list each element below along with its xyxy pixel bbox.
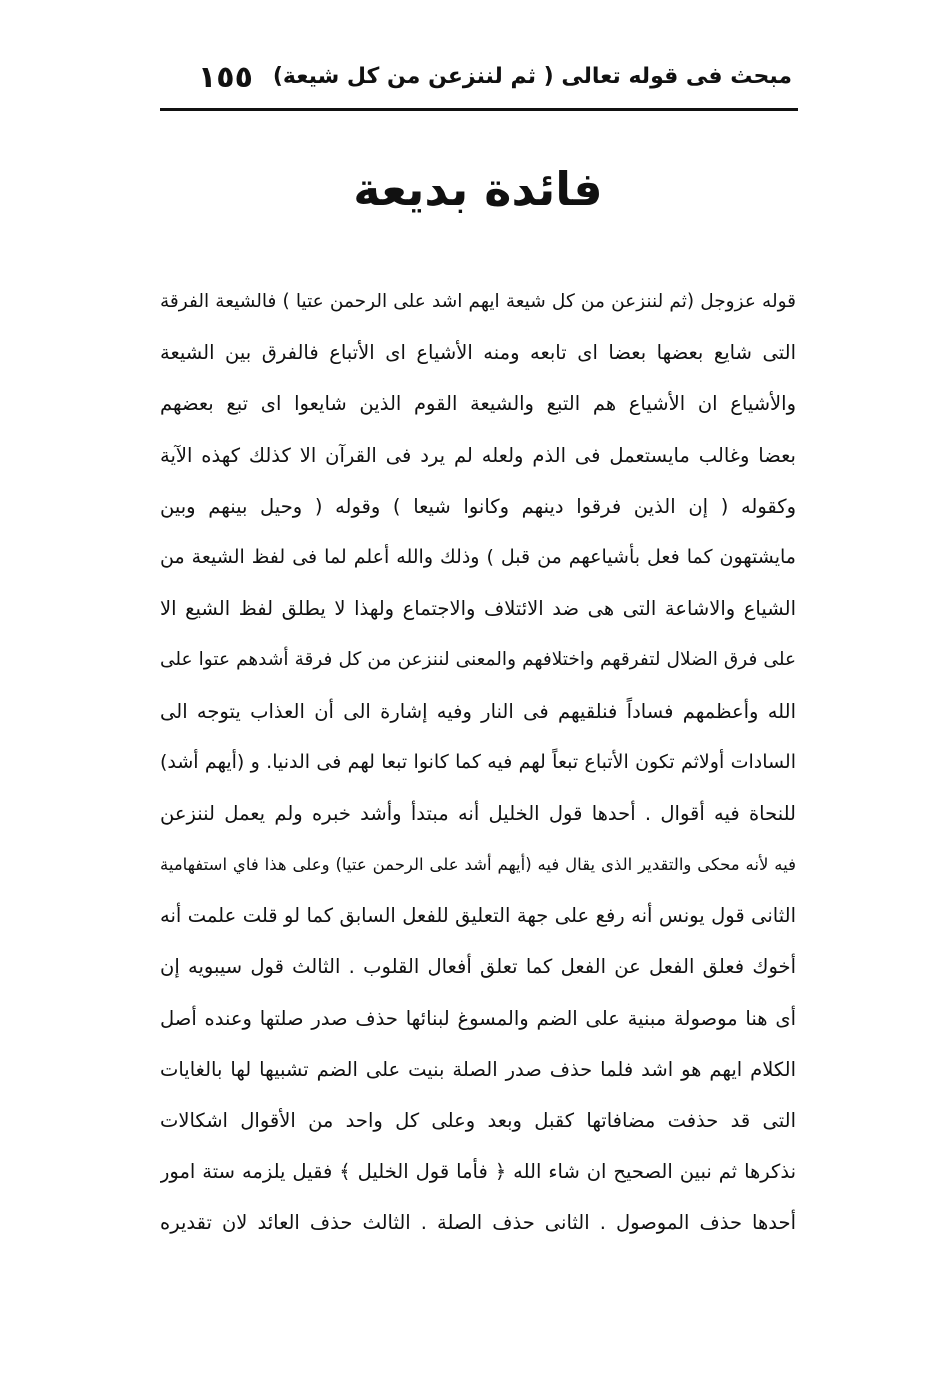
text-line: على فرق الضلال لتفرقهم واختلافهم والمعنى لننزعن من كل فرقة أشدهم عتوا على xyxy=(160,649,796,671)
text-line: الثانى قول يونس أنه رفع على جهة التعليق للفعل السابق كما لو قلت علمت أنه xyxy=(160,904,796,928)
text-line: للنحاة فيه أقوال . أحدها قول الخليل أنه مبتدأ وأشد خبره ولم يعمل لننزعن xyxy=(160,801,796,825)
text-line: بعضا وغالب مايستعمل فى الذم ولعله لم يرد فى القرآن الا كذلك كهذه الآية xyxy=(160,443,796,467)
text-line: السادات أولاثم تكون الأتباع تبعاً لهم فيه كما كانوا تبعا لهم فى الدنيا. و (أيهم أشد) xyxy=(160,750,796,773)
header-rule xyxy=(160,108,798,111)
text-line: مايشتهون كما فعل بأشياعهم من قبل ) وذلك والله أعلم لما فى لفظ الشيعة من xyxy=(160,545,796,568)
text-line: فيه لأنه محكى والتقدير الذى يقال فيه (أيهم أشد على الرحمن عتيا) وعلى هذا فاي استفهامية xyxy=(160,855,796,875)
text-line: نذكرها ثم نبين الصحيح ان شاء الله ﴿ فأما قول الخليل ﴾ فقيل يلزمه ستة امور xyxy=(160,1160,796,1184)
text-line: الكلام ايهم هو اشد فلما حذف صدر الصلة بنيت على الضم تشبيها لها بالغايات xyxy=(160,1057,796,1081)
running-header xyxy=(158,58,798,102)
running-title: مبحث فى قوله تعالى ( ثم لننزعن من كل شيعة) xyxy=(272,64,792,89)
text-line: التى شايع بعضها بعضا اى تابعه ومنه الأشياع اى الأتباع فالفرق بين الشيعة xyxy=(160,341,796,365)
text-line: وكقوله ( إن الذين فرقوا دينهم وكانوا شيعا ) وقوله ( وحيل بينهم وبين xyxy=(160,494,796,518)
text-line: أخوك فعلق الفعل عن الفعل كما تعلق أفعال القلوب . الثالث قول سيبويه إن xyxy=(160,955,796,979)
section-heading: فائدة بديعة xyxy=(353,162,603,216)
body-text xyxy=(160,276,796,1249)
page-number: ١٥٥ xyxy=(198,60,253,95)
text-line: التى قد حذفت مضافاتها كقبل وبعد وعلى كل واحد من الأقوال اشكالات xyxy=(160,1109,796,1132)
text-line: والأشياع ان الأشياع هم التبع والشيعة القوم الذين شايعوا اى تبع بعضهم xyxy=(160,392,796,416)
text-line: الشياع والاشاعة التى هى ضد الائتلاف والاجتماع ولهذا لا يطلق لفظ الشيع الا xyxy=(160,597,796,621)
text-line: أى هنا موصولة مبنية على الضم والمسوغ لبنائها حذف صدر صلتها وعنده أصل xyxy=(160,1006,796,1030)
text-line: قوله عزوجل (ثم لننزعن من كل شيعة ايهم اشد على الرحمن عتيا ) فالشيعة الفرقة xyxy=(160,291,796,312)
text-line: الله وأعظمهم فساداً فنلقيهم فى النار وفيه إشارة الى أن العذاب يتوجه الى xyxy=(160,699,796,723)
text-line: أحدها حذف الموصول . الثانى حذف الصلة . الثالث حذف العائد لان تقديره xyxy=(160,1211,796,1235)
